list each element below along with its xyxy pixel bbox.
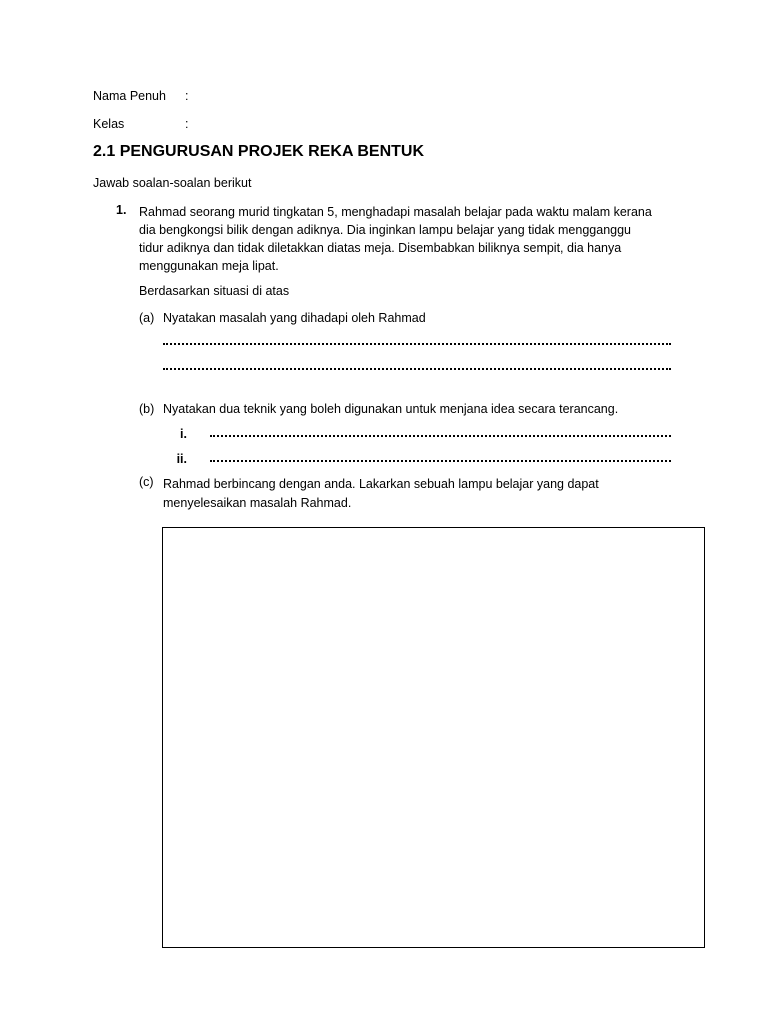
part-b-item-ii-label: ii. <box>176 452 187 466</box>
sketch-answer-box[interactable] <box>162 527 705 948</box>
full-name-colon: : <box>185 89 189 103</box>
part-a-text: Nyatakan masalah yang dihadapi oleh Rahmad <box>163 311 426 325</box>
part-c-line: menyelesaikan masalah Rahmad. <box>163 496 352 510</box>
question-number: 1. <box>116 203 127 217</box>
answer-line-b1[interactable] <box>210 435 671 437</box>
instruction-text: Jawab soalan-soalan berikut <box>93 176 252 190</box>
part-b-label: (b) <box>139 402 155 416</box>
situation-text: Berdasarkan situasi di atas <box>139 284 290 298</box>
question-line: Rahmad seorang murid tingkatan 5, menghadapi masalah belajar pada waktu malam kerana <box>139 205 652 219</box>
answer-line-b2[interactable] <box>210 460 671 462</box>
full-name-label: Nama Penuh <box>93 89 166 103</box>
part-b-text: Nyatakan dua teknik yang boleh digunakan untuk menjana idea secara terancang. <box>163 402 619 416</box>
question-line: dia bengkongsi bilik dengan adiknya. Dia inginkan lampu belajar yang tidak mengganggu <box>139 223 632 237</box>
part-c-label: (c) <box>139 475 154 489</box>
part-c-line: Rahmad berbincang dengan anda. Lakarkan sebuah lampu belajar yang dapat <box>163 477 599 491</box>
question-text <box>139 203 679 275</box>
section-title: 2.1 PENGURUSAN PROJEK REKA BENTUK <box>93 143 425 160</box>
answer-line-a1[interactable] <box>163 343 671 345</box>
question-line: tidur adiknya dan tidak diletakkan diatas meja. Disembabkan biliknya sempit, dia hanya <box>139 241 622 255</box>
answer-line-a2[interactable] <box>163 368 671 370</box>
class-label: Kelas <box>93 117 125 131</box>
question-line: menggunakan meja lipat. <box>139 259 279 273</box>
class-colon: : <box>185 117 189 131</box>
part-a-label: (a) <box>139 311 155 325</box>
part-b-item-i-label: i. <box>180 427 187 441</box>
part-c-text <box>163 475 683 513</box>
